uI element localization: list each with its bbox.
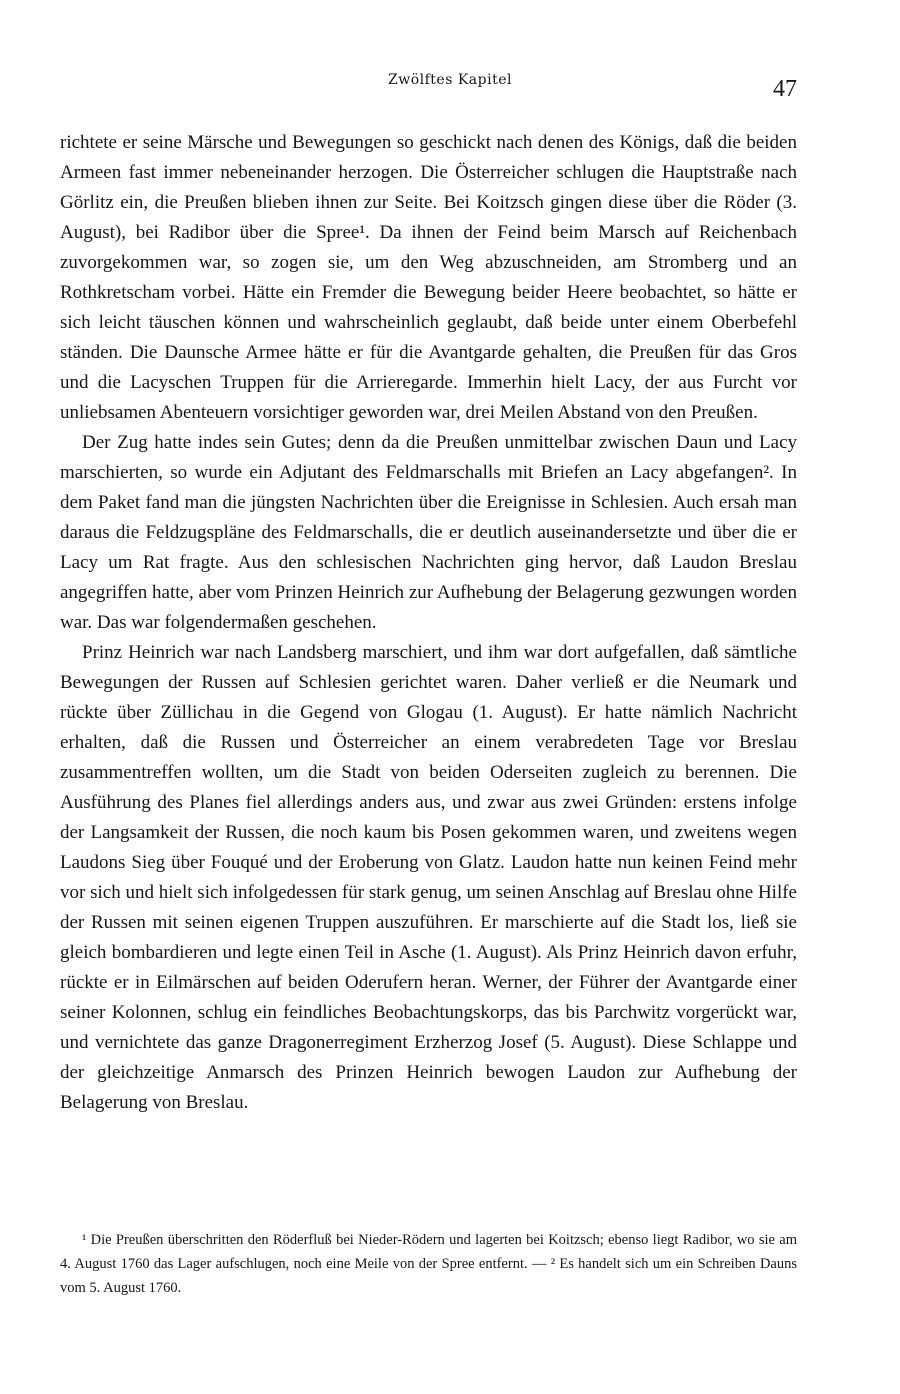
footnotes <box>60 1228 797 1300</box>
footnote-text: ¹ Die Preußen überschritten den Röderfluß bei Nieder-Rödern und lagerten bei Koitzsch; ebenso liegt Radibor, wo sie am 4. August 1760 das Lager aufschlugen, noch eine Meile von der Spree entfernt. — ² Es handelt sich um ein Schreiben Dauns vom 5. August 1760. <box>60 1232 797 1296</box>
paragraph-2: Der Zug hatte indes sein Gutes; denn da die Preußen unmittelbar zwischen Daun und Lacy marschierten, so wurde ein Adjutant des Feldmarschalls mit Briefen an Lacy abgefangen². In dem Paket fand man die jüngsten Nachrichten über die Ereignisse in Schlesien. Auch ersah man daraus die Feldzugspläne des Feldmarschalls, die er deutlich auseinandersetzte und über die er Lacy um Rat fragte. Aus den schlesischen Nachrichten ging hervor, daß Laudon Breslau angegriffen hatte, aber vom Prinzen Heinrich zur Aufhebung der Belagerung gezwungen worden war. Das war folgendermaßen geschehen. <box>60 432 797 633</box>
main-text <box>60 128 797 1118</box>
paragraph-1: richtete er seine Märsche und Bewegungen so geschickt nach denen des Königs, daß die beiden Armeen fast immer nebeneinander herzogen. Die Österreicher schlugen die Hauptstraße nach Görlitz ein, die Preußen blieben ihnen zur Seite. Bei Koitzsch gingen diese über die Röder (3. August), bei Radibor über die Spree¹. Da ihnen der Feind beim Marsch auf Reichenbach zuvorgekommen war, so zogen sie, um den Weg abzuschneiden, am Stromberg und an Rothkretscham vorbei. Hätte ein Fremder die Bewegung beider Heere beobachtet, so hätte er sich leicht täuschen können und wahrscheinlich geglaubt, daß beide unter einem Oberbefehl ständen. Die Daunsche Armee hätte er für die Avantgarde gehalten, die Preußen für das Gros und die Lacyschen Truppen für die Arrieregarde. Immerhin hielt Lacy, der aus Furcht vor unliebsamen Abenteuern vorsichtiger geworden war, drei Meilen Abstand von den Preußen. <box>60 132 797 423</box>
page-number: 47 <box>773 76 797 102</box>
paragraph-3: Prinz Heinrich war nach Landsberg marschiert, und ihm war dort aufgefallen, daß sämtliche Bewegungen der Russen auf Schlesien gerichtet waren. Daher verließ er die Neumark und rückte über Züllichau in die Gegend von Glogau (1. August). Er hatte nämlich Nachricht erhalten, daß die Russen und Österreicher an einem verabredeten Tage vor Breslau zusammentreffen wollten, um die Stadt von beiden Oderseiten zugleich zu berennen. Die Ausführung des Planes fiel allerdings anders aus, und zwar aus zwei Gründen: erstens infolge der Langsamkeit der Russen, die noch kaum bis Posen gekommen waren, und zweitens wegen Laudons Sieg über Fouqué und der Eroberung von Glatz. Laudon hatte nun keinen Feind mehr vor sich und hielt sich infolgedessen für stark genug, um seinen Anschlag auf Breslau ohne Hilfe der Russen mit seinen eigenen Truppen auszuführen. Er marschierte auf die Stadt los, ließ sie gleich bombardieren und legte einen Teil in Asche (1. August). Als Prinz Heinrich davon erfuhr, rückte er in Eilmärschen auf beiden Oderufern heran. Werner, der Führer der Avantgarde einer seiner Kolonnen, schlug ein feindliches Beobachtungskorps, das bis Parchwitz vorgerückt war, und vernichtete das ganze Dragonerregiment Erzherzog Josef (5. August). Diese Schlappe und der gleichzeitige Anmarsch des Prinzen Heinrich bewogen Laudon zur Aufhebung der Belagerung von Breslau. <box>60 642 797 1113</box>
running-title: Zwölftes Kapitel <box>388 72 512 88</box>
